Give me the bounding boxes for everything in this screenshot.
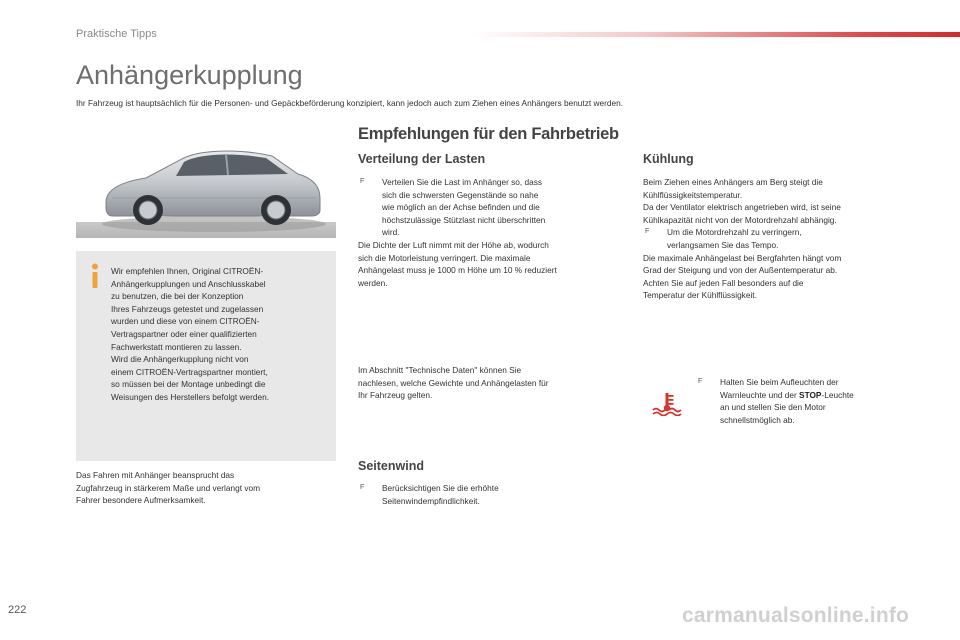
bullet-line: Berücksichtigen Sie die erhöhte xyxy=(382,483,499,493)
bullet-line: Verteilen Sie die Last im Anhänger so, dass xyxy=(382,177,543,187)
watermark: carmanualsonline.info xyxy=(682,604,910,627)
info-line: Anhängerkupplungen und Anschlusskabel xyxy=(111,278,266,289)
warning-line: Halten Sie beim Aufleuchten der xyxy=(720,377,839,387)
info-line: Ihres Fahrzeugs getestet und zugelassen xyxy=(111,303,264,314)
notice-line: Fahrer besondere Aufmerksamkeit. xyxy=(76,495,206,506)
cooling-line: Kühlflüssigkeitstemperatur. xyxy=(643,189,743,200)
warning-line: an und stellen Sie den Motor xyxy=(720,402,826,413)
bullet-line: wird. xyxy=(382,227,400,238)
bullet-mark: F xyxy=(360,484,365,491)
bullet-line: wie möglich an der Achse befinden und die xyxy=(382,202,540,213)
warning-line: schnellstmöglich ab. xyxy=(720,414,795,425)
info-box xyxy=(76,251,336,461)
cooling-line: Die maximale Anhängelast bei Bergfahrten hängt vom xyxy=(643,252,842,263)
cooling-line: Kühlkapazität nicht von der Motordrehzahl abhängig. xyxy=(643,214,837,225)
page-number: 222 xyxy=(8,604,27,616)
air-density-line: sich die Motorleistung verringert. Die maximale xyxy=(358,252,531,263)
bullet-mark: F xyxy=(698,378,703,385)
note-line: Ihr Fahrzeug gelten. xyxy=(358,390,433,401)
cooling-text xyxy=(643,176,913,302)
cooling-heading: Kühlung xyxy=(643,152,694,166)
section-label: Praktische Tipps xyxy=(76,28,157,40)
load-bullet xyxy=(358,176,628,289)
cooling-line: Temperatur der Kühlflüssigkeit. xyxy=(643,290,757,301)
bullet-line: sich die schwersten Gegenstände so nahe xyxy=(382,189,539,200)
intro-text: Ihr Fahrzeug ist hauptsächlich für die Personen- und Gepäckbeförderung konzipiert, kann jedoch auch zum Ziehen eines Anhängers benutzt werden. xyxy=(76,98,624,108)
warning-text: -Leuchte xyxy=(821,389,854,400)
warning-text: Warnleuchte und der xyxy=(720,389,800,400)
crosswind-heading: Seitenwind xyxy=(358,459,424,473)
info-line: zu benutzen, die bei der Konzeption xyxy=(111,291,244,302)
coolant-temperature-warning-icon xyxy=(651,392,683,416)
page-title: Anhängerkupplung xyxy=(76,60,303,90)
cooling-line: Achten Sie auf jeden Fall besonders auf die xyxy=(643,277,804,288)
notice-line: Zugfahrzeug in stärkerem Maße und verlangt vom xyxy=(76,482,260,493)
warning-line xyxy=(720,389,926,402)
cooling-line: Beim Ziehen eines Anhängers am Berg steigt die xyxy=(643,177,823,187)
crosswind-bullet xyxy=(358,482,628,507)
info-icon xyxy=(90,263,100,289)
bullet-line: Seitenwindempfindlichkeit. xyxy=(382,495,480,506)
car-illustration xyxy=(76,140,336,238)
note-line: nachlesen, welche Gewichte und Anhängelasten für xyxy=(358,377,549,388)
technical-data-note xyxy=(358,364,628,402)
bullet-mark: F xyxy=(360,178,365,185)
air-density-line: Die Dichte der Luft nimmt mit der Höhe ab, wodurch xyxy=(358,239,549,250)
bullet-line: Um die Motordrehzahl zu verringern, xyxy=(667,227,802,238)
towing-notice xyxy=(76,469,346,507)
info-line: Fachwerkstatt montieren zu lassen. xyxy=(111,341,242,352)
air-density-line: werden. xyxy=(358,277,388,288)
air-density-line: Anhängelast muss je 1000 m Höhe um 10 % reduziert xyxy=(358,265,557,276)
info-line: Vertragspartner oder einer qualifizierten xyxy=(111,328,257,339)
stop-label: STOP xyxy=(799,389,822,400)
info-line: Weisungen des Herstellers befolgt werden. xyxy=(111,391,270,402)
cooling-line: Grad der Steigung und von der Außentemperatur ab. xyxy=(643,265,838,276)
info-line: Wird die Anhängerkupplung nicht von xyxy=(111,354,249,365)
bullet-line: verlangsamen Sie das Tempo. xyxy=(667,239,779,250)
info-line: Wir empfehlen Ihnen, Original CITROËN- xyxy=(111,266,264,276)
info-line: wurden und diese von einem CITROËN- xyxy=(111,316,260,327)
notice-line: Das Fahren mit Anhänger beansprucht das xyxy=(76,470,235,480)
load-distribution-heading: Verteilung der Lasten xyxy=(358,152,486,166)
info-box-text xyxy=(111,265,331,404)
bullet-line: höchstzulässige Stützlast nicht überschritten xyxy=(382,214,546,225)
cooling-line: Da der Ventilator elektrisch angetrieben wird, ist seine xyxy=(643,202,841,213)
note-line: Im Abschnitt "Technische Daten" können Sie xyxy=(358,365,522,375)
coolant-warning-bullet xyxy=(696,376,926,426)
info-line: einem CITROËN-Vertragspartner montiert, xyxy=(111,366,268,377)
header-accent-bar xyxy=(470,32,960,37)
info-line: so müssen bei der Montage unbedingt die xyxy=(111,379,266,390)
recommendations-heading: Empfehlungen für den Fahrbetrieb xyxy=(358,125,619,143)
bullet-mark: F xyxy=(645,228,650,236)
